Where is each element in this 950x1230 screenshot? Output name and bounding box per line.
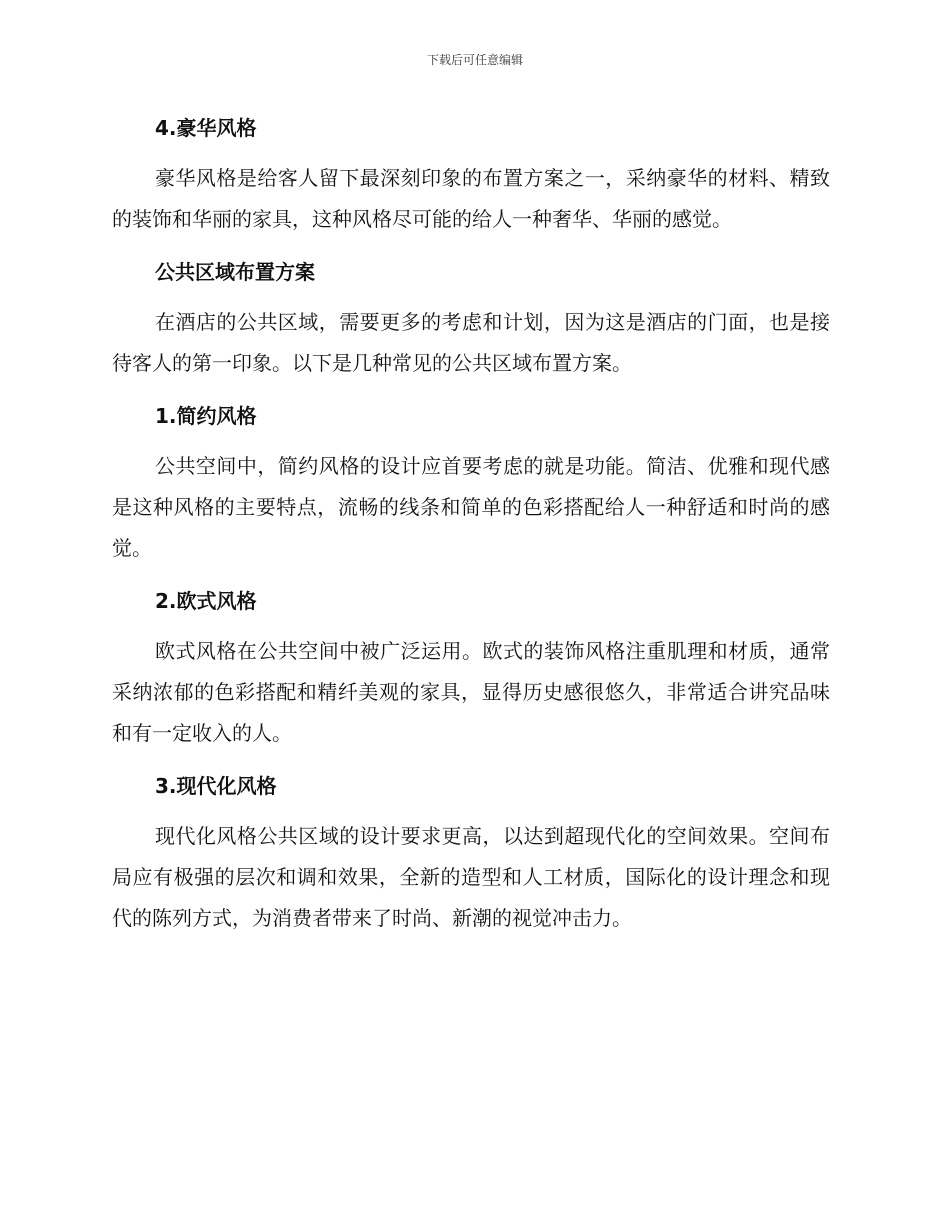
section-heading-european-style: 2.欧式风格: [155, 589, 257, 613]
page-header: 下载后可任意编辑: [426, 53, 523, 67]
section-heading-modern-style: 3.现代化风格: [155, 774, 277, 798]
paragraph-luxury-style: 豪华风格是给客人留下最深刻印象的布置方案之一，采纳豪华的材料、精致的装饰和华丽的家具，这种风格尽可能的给人一种奢华、华丽的感觉。: [112, 166, 830, 231]
paragraph-simple-style: 公共空间中，简约风格的设计应首要考虑的就是功能。简洁、优雅和现代感是这种风格的主要特点，流畅的线条和简单的色彩搭配给人一种舒适和时尚的感觉。: [112, 454, 830, 560]
section-heading-luxury-style: 4.豪华风格: [155, 116, 257, 140]
section-heading-public-area-plan: 公共区域布置方案: [155, 260, 315, 284]
section-heading-simple-style: 1.简约风格: [155, 404, 257, 428]
document-body: [112, 110, 830, 939]
paragraph-modern-style: 现代化风格公共区域的设计要求更高，以达到超现代化的空间效果。空间布局应有极强的层次和调和效果，全新的造型和人工材质，国际化的设计理念和现代的陈列方式，为消费者带来了时尚、新潮的视觉冲击力。: [112, 824, 830, 930]
paragraph-european-style: 欧式风格在公共空间中被广泛运用。欧式的装饰风格注重肌理和材质，通常采纳浓郁的色彩搭配和精纤美观的家具，显得历史感很悠久，非常适合讲究品味和有一定收入的人。: [112, 639, 830, 745]
paragraph-public-area-plan: 在酒店的公共区域，需要更多的考虑和计划，因为这是酒店的门面，也是接待客人的第一印象。以下是几种常见的公共区域布置方案。: [112, 310, 830, 375]
